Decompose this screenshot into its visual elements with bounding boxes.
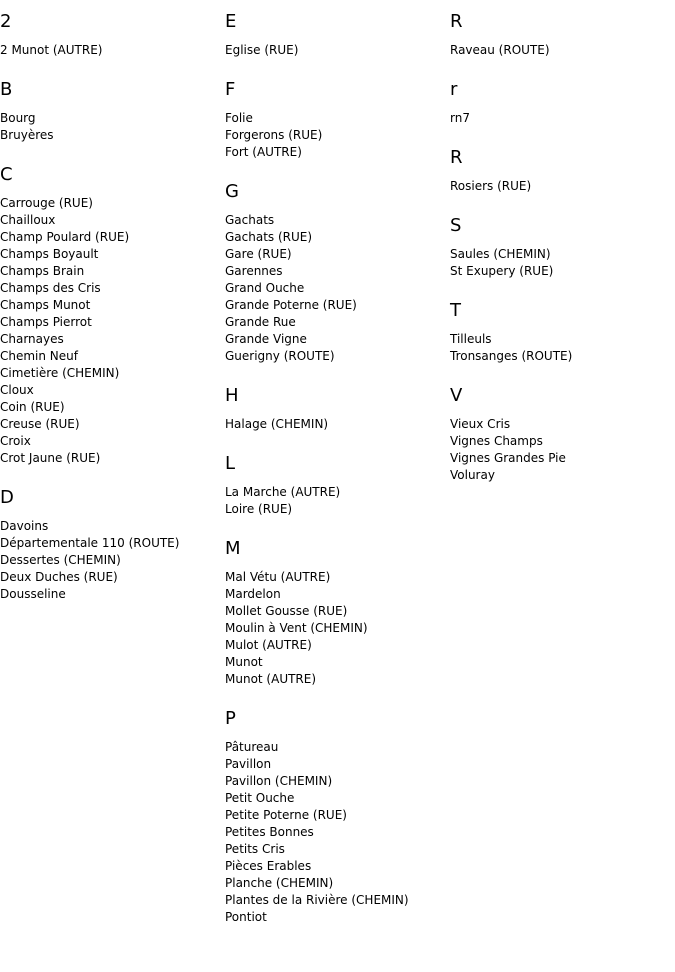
street-list (450, 246, 675, 280)
letter-group (225, 79, 450, 161)
street-link[interactable]: Chemin Neuf (0, 349, 78, 363)
letter-heading: R (450, 11, 463, 32)
street-link[interactable]: Mal Vétu (AUTRE) (225, 570, 331, 584)
street-link[interactable]: Grande Rue (225, 315, 296, 329)
street-link[interactable]: Champs Brain (0, 264, 85, 278)
letter-group (0, 487, 225, 603)
letter-heading: C (0, 164, 13, 185)
street-link[interactable]: Coin (RUE) (0, 400, 65, 414)
street-link[interactable]: Munot (AUTRE) (225, 672, 317, 686)
letter-heading: 2 (0, 11, 12, 32)
street-link[interactable]: Crot Jaune (RUE) (0, 451, 101, 465)
street-link[interactable]: La Marche (AUTRE) (225, 485, 341, 499)
street-list (225, 42, 450, 59)
street-link[interactable]: Petites Bonnes (225, 825, 314, 839)
street-list (0, 518, 225, 603)
street-link[interactable]: Loire (RUE) (225, 502, 293, 516)
street-column-3 (450, 0, 675, 484)
letter-heading: G (225, 181, 239, 202)
street-link[interactable]: Pavillon (CHEMIN) (225, 774, 333, 788)
letter-heading: P (225, 708, 236, 729)
letter-group (0, 164, 225, 467)
letter-group (225, 538, 450, 688)
street-list (0, 110, 225, 144)
street-link[interactable]: Cimetière (CHEMIN) (0, 366, 120, 380)
letter-group (450, 300, 675, 365)
street-list (225, 416, 450, 433)
letter-heading: B (0, 79, 13, 100)
street-link[interactable]: 2 Munot (AUTRE) (0, 43, 103, 57)
street-link[interactable]: Vieux Cris (450, 417, 511, 431)
street-link[interactable]: Chailloux (0, 213, 56, 227)
street-link[interactable]: Forgerons (RUE) (225, 128, 323, 142)
street-link[interactable]: Pièces Erables (225, 859, 312, 873)
street-link[interactable]: Champ Poulard (RUE) (0, 230, 130, 244)
street-link[interactable]: Pâtureau (225, 740, 279, 754)
street-link[interactable]: Départementale 110 (ROUTE) (0, 536, 180, 550)
street-list (450, 416, 675, 484)
street-link[interactable]: Pavillon (225, 757, 272, 771)
letter-heading: T (450, 300, 461, 321)
street-list (225, 110, 450, 161)
street-link[interactable]: Moulin à Vent (CHEMIN) (225, 621, 368, 635)
street-link[interactable]: Eglise (RUE) (225, 43, 299, 57)
letter-group (225, 385, 450, 433)
street-link[interactable]: Mollet Gousse (RUE) (225, 604, 348, 618)
street-link[interactable]: Croix (0, 434, 31, 448)
street-link[interactable]: Creuse (RUE) (0, 417, 80, 431)
street-link[interactable]: Vignes Champs (450, 434, 543, 448)
letter-heading: D (0, 487, 14, 508)
letter-heading: F (225, 79, 236, 100)
letter-heading: R (450, 147, 463, 168)
street-list (450, 178, 675, 195)
street-link[interactable]: Grande Poterne (RUE) (225, 298, 357, 312)
street-link[interactable]: Fort (AUTRE) (225, 145, 302, 159)
street-link[interactable]: St Exupery (RUE) (450, 264, 554, 278)
street-link[interactable]: Munot (225, 655, 263, 669)
letter-group (225, 708, 450, 926)
street-link[interactable]: Tronsanges (ROUTE) (450, 349, 573, 363)
street-link[interactable]: Mulot (AUTRE) (225, 638, 312, 652)
letter-group (450, 147, 675, 195)
street-link[interactable]: Mardelon (225, 587, 281, 601)
street-link[interactable]: Champs Munot (0, 298, 91, 312)
street-link[interactable]: Tilleuls (450, 332, 492, 346)
street-list (225, 484, 450, 518)
street-list (450, 42, 675, 59)
street-link[interactable]: Halage (CHEMIN) (225, 417, 329, 431)
street-link[interactable]: Bourg (0, 111, 36, 125)
street-link[interactable]: Carrouge (RUE) (0, 196, 93, 210)
street-link[interactable]: Garennes (225, 264, 283, 278)
letter-group (0, 11, 225, 59)
street-link[interactable]: Planche (CHEMIN) (225, 876, 334, 890)
street-link[interactable]: Folie (225, 111, 253, 125)
street-link[interactable]: Voluray (450, 468, 495, 482)
street-link[interactable]: Gachats (225, 213, 275, 227)
letter-group (225, 11, 450, 59)
street-link[interactable]: Deux Duches (RUE) (0, 570, 118, 584)
street-list (0, 42, 225, 59)
letter-heading: S (450, 215, 462, 236)
street-column-2 (225, 0, 450, 926)
letter-group (450, 11, 675, 59)
letter-heading: r (450, 79, 458, 100)
street-link[interactable]: Bruyères (0, 128, 54, 142)
street-list (450, 110, 675, 127)
street-list (450, 331, 675, 365)
letter-heading: E (225, 11, 237, 32)
street-list (225, 569, 450, 688)
street-link[interactable]: Saules (CHEMIN) (450, 247, 551, 261)
street-link[interactable]: Dessertes (CHEMIN) (0, 553, 121, 567)
street-link[interactable]: Gare (RUE) (225, 247, 292, 261)
street-link[interactable]: Champs Boyault (0, 247, 99, 261)
letter-group (450, 215, 675, 280)
street-link[interactable]: Guerigny (ROUTE) (225, 349, 335, 363)
street-link[interactable]: Raveau (ROUTE) (450, 43, 550, 57)
street-link[interactable]: rn7 (450, 111, 470, 125)
street-link[interactable]: Petits Cris (225, 842, 285, 856)
letter-group (225, 453, 450, 518)
letter-group (450, 79, 675, 127)
street-column-1 (0, 0, 225, 603)
street-link[interactable]: Grande Vigne (225, 332, 307, 346)
street-link[interactable]: Pontiot (225, 910, 267, 924)
street-link[interactable]: Vignes Grandes Pie (450, 451, 566, 465)
street-list (225, 212, 450, 365)
street-link[interactable]: Grand Ouche (225, 281, 305, 295)
street-link[interactable]: Petit Ouche (225, 791, 295, 805)
letter-heading: H (225, 385, 239, 406)
street-link[interactable]: Petite Poterne (RUE) (225, 808, 347, 822)
street-link[interactable]: Dousseline (0, 587, 66, 601)
street-link[interactable]: Champs Pierrot (0, 315, 92, 329)
letter-heading: V (450, 385, 463, 406)
street-link[interactable]: Gachats (RUE) (225, 230, 313, 244)
street-link[interactable]: Plantes de la Rivière (CHEMIN) (225, 893, 409, 907)
street-list (0, 195, 225, 467)
street-link[interactable]: Cloux (0, 383, 34, 397)
street-list (225, 739, 450, 926)
letter-group (225, 181, 450, 365)
letter-group (0, 79, 225, 144)
street-link[interactable]: Davoins (0, 519, 49, 533)
letter-heading: L (225, 453, 236, 474)
street-link[interactable]: Rosiers (RUE) (450, 179, 532, 193)
street-link[interactable]: Charnayes (0, 332, 64, 346)
letter-heading: M (225, 538, 241, 559)
street-link[interactable]: Champs des Cris (0, 281, 101, 295)
letter-group (450, 385, 675, 484)
